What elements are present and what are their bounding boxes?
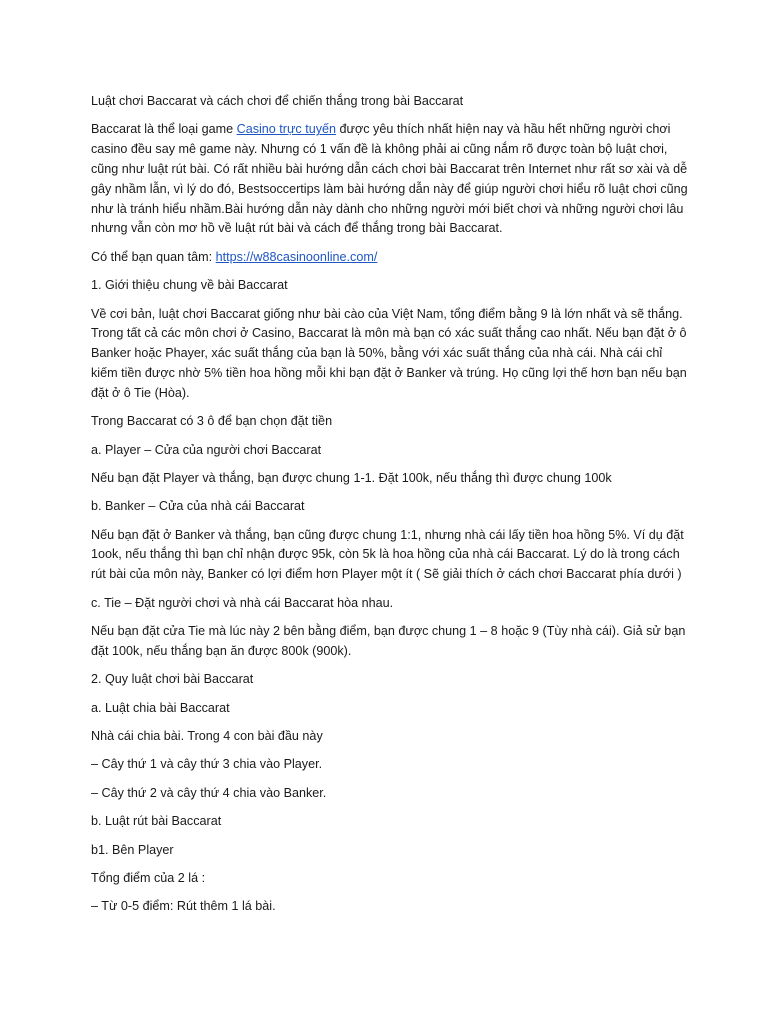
two-card-total-label: Tổng điểm của 2 lá : (91, 870, 206, 885)
section1-heading: 1. Giới thiệu chung về bài Baccarat (91, 278, 288, 293)
player-side-subheading: b1. Bên Player (91, 842, 174, 857)
intro-text-rest: được yêu thích nhất hiện nay và hầu hết những người chơi casino đều say mê game này. Nhưng có 1 vấn đề là không phải ai cũng nắm rõ được toàn bộ luật chơi, cũng như luật rút bài. Có rất nhiều bài hướng dẫn cách chơi bài Baccarat trên Internet như rất sơ xài và dễ gây nhầm lẫn, vì lý do đó, Bestsoccertips làm bài hướng dẫn này để giúp người chơi hiểu rõ luật chơi cũng như là tránh hiểu nhầm.Bài hướng dẫn này dành cho những người mới biết chơi và những người chơi lâu nhưng vẫn còn mơ hồ về luật rút bài và cách để thắng trong bài Baccarat. (91, 122, 688, 236)
deal-rules-intro: Nhà cái chia bài. Trong 4 con bài đầu này (91, 729, 323, 744)
player-heading: a. Player – Cửa của người chơi Baccarat (91, 442, 322, 457)
intro-text-start: Baccarat là thể loại game (91, 122, 237, 137)
intro-paragraph (91, 120, 691, 239)
casino-online-link[interactable]: Casino trực tuyến (236, 122, 337, 137)
player-body: Nếu bạn đặt Player và thắng, bạn được chung 1-1. Đặt 100k, nếu thắng thì được chung 100k (91, 470, 612, 485)
deal-rules-heading: a. Luật chia bài Baccarat (91, 700, 230, 715)
section1-body: Về cơi bản, luật chơi Baccarat giống như bài cào của Việt Nam, tổng điểm bằng 9 là lớn nhất và sẽ thắng. Trong tất cả các môn chơi ở Casino, Baccarat là môn mà bạn có xác suất thắng cao nhất. Nếu bạn đặt ở ô Banker hoặc Phayer, xác suất thắng của bạn là 50%, bằng với xác suất thắng của nhà cái. Nhà cái chỉ kiếm tiền được nhờ 5% tiền hoa hồng mỗi khi bạn đặt ở Banker và trúng. Họ cũng lợi thế hơn bạn nếu bạn đặt ở ô Tie (Hòa). (91, 306, 687, 400)
draw-rule-item: – Từ 0-5 điểm: Rút thêm 1 lá bài. (91, 899, 276, 914)
interest-label: Có thể bạn quan tâm: (91, 249, 216, 264)
draw-rules-heading: b. Luật rút bài Baccarat (91, 814, 222, 829)
deal-rule-item: – Cây thứ 1 và cây thứ 3 chia vào Player. (91, 757, 323, 772)
bet-options-intro: Trong Baccarat có 3 ô để bạn chọn đặt tiền (91, 414, 333, 429)
tie-body: Nếu bạn đặt cửa Tie mà lúc này 2 bên bằng điểm, bạn được chung 1 – 8 hoặc 9 (Tùy nhà cái). Giả sử bạn đặt 100k, nếu thắng bạn ăn được 800k (900k). (91, 624, 686, 658)
document-page (91, 92, 691, 926)
banker-heading: b. Banker – Cửa của nhà cái Baccarat (91, 499, 305, 514)
deal-rule-item: – Cây thứ 2 và cây thứ 4 chia vào Banker. (91, 785, 327, 800)
w88-website-link[interactable]: https://w88casinoonline.com/ (215, 249, 378, 264)
section2-heading: 2. Quy luật chơi bài Baccarat (91, 672, 254, 687)
tie-heading: c. Tie – Đặt người chơi và nhà cái Baccarat hòa nhau. (91, 595, 394, 610)
document-title: Luật chơi Baccarat và cách chơi để chiến thắng trong bài Baccarat (91, 94, 464, 108)
interest-paragraph (91, 248, 691, 268)
banker-body: Nếu bạn đặt ở Banker và thắng, bạn cũng được chung 1:1, nhưng nhà cái lấy tiền hoa hồng 5%. Ví dụ đặt 1ook, nếu thắng thì bạn chỉ nhận được 95k, còn 5k là hoa hồng của nhà cái Baccarat. Lý do là trong cách rút bài của môn này, Banker có lợi điểm hơn Player một ít ( Sẽ giải thích ở cách chơi Baccarat phía dưới ) (91, 527, 684, 582)
